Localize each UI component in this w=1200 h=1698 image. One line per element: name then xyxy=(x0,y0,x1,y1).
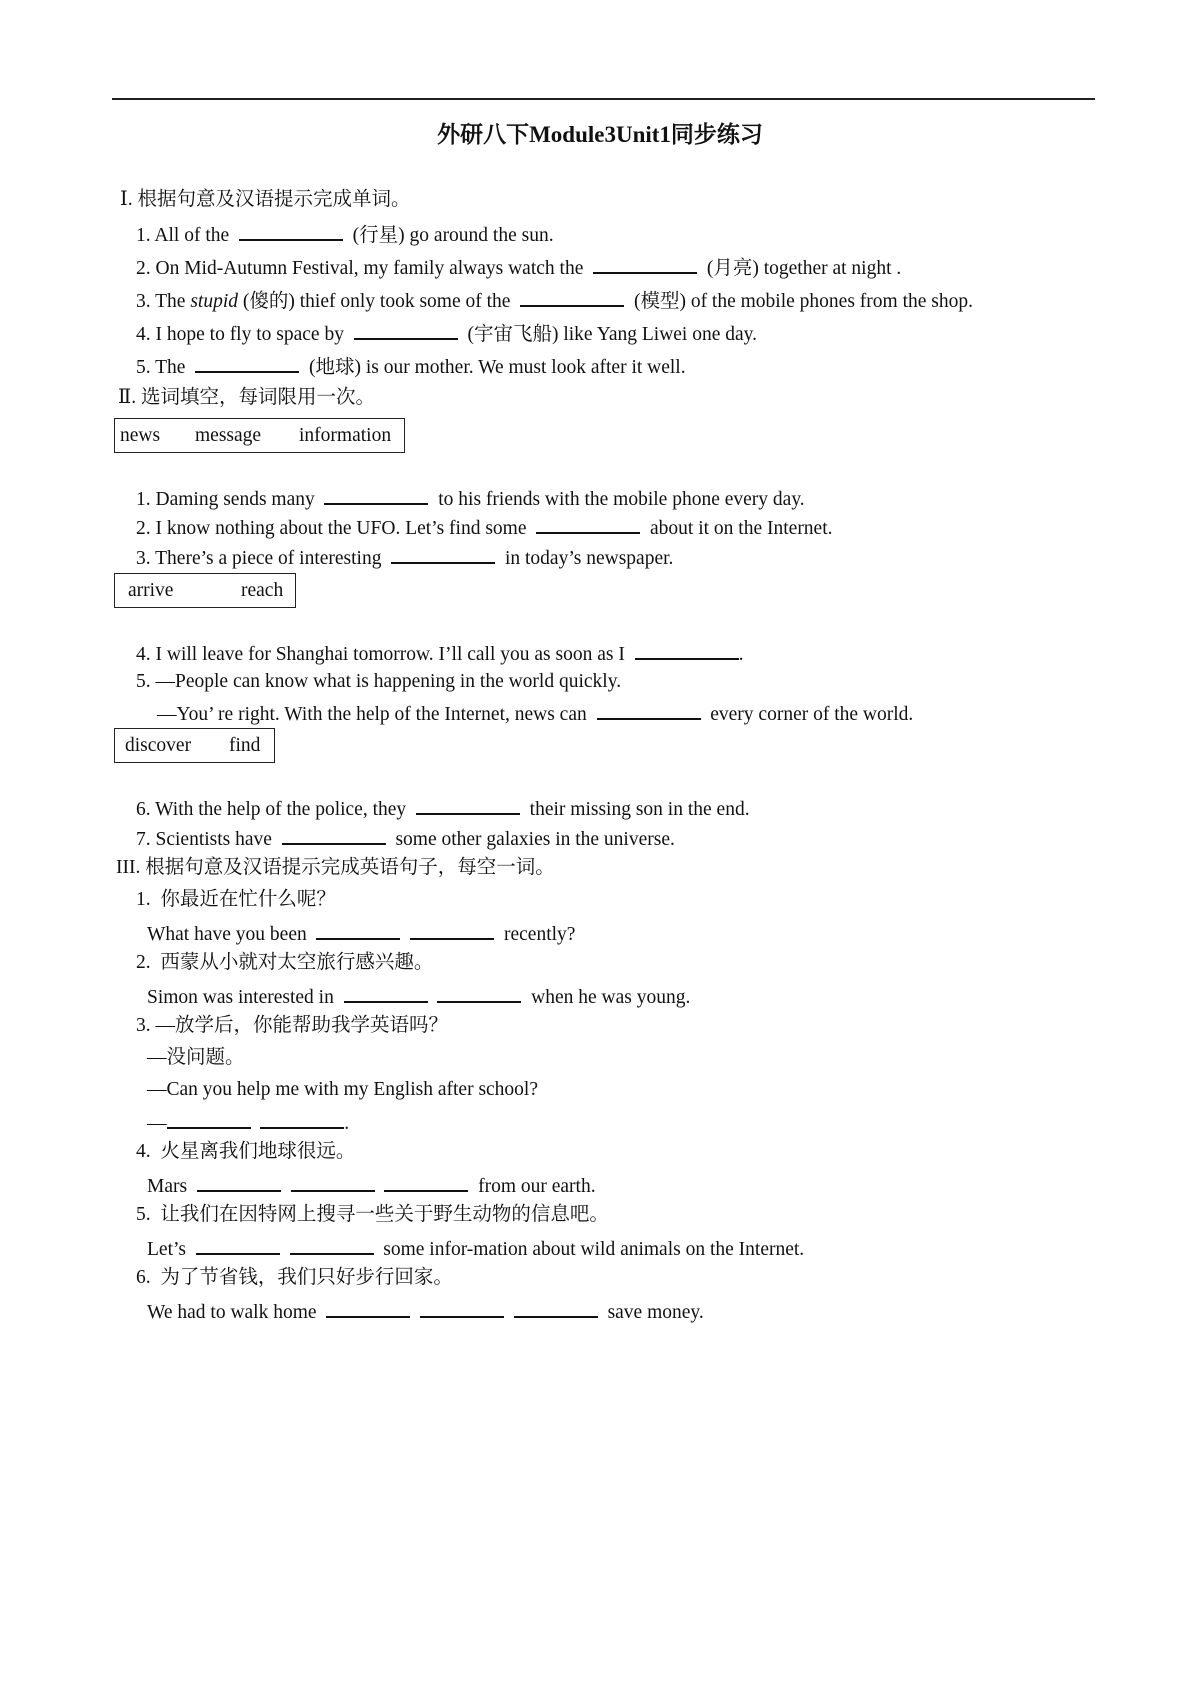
word-option: reach xyxy=(241,580,284,601)
s2-question-2 xyxy=(136,514,833,541)
word-option: discover xyxy=(125,735,192,756)
s2-q5b-text-a: —You’ re right. With the help of the Internet, news can xyxy=(157,704,587,725)
s3-q5-text-a: Let’s xyxy=(147,1239,186,1260)
s1-q1-text-a: 1. All of the xyxy=(136,225,230,246)
s1-q1-text-b: (行星) go around the sun. xyxy=(352,225,554,246)
s3-q3-chinese: 3. —放学后，你能帮助我学英语吗？ xyxy=(136,1015,449,1036)
header-rule xyxy=(112,98,1095,100)
s3-q6-text-a: We had to walk home xyxy=(147,1302,317,1323)
s3-question-3 xyxy=(147,1109,349,1136)
s3-question-6 xyxy=(147,1298,704,1325)
answer-blank[interactable] xyxy=(593,254,697,274)
word-option: information xyxy=(299,425,392,446)
s1-q3-text-a: 3. The xyxy=(136,291,191,312)
s2-q3-text-b: in today’s newspaper. xyxy=(504,548,674,569)
answer-blank[interactable] xyxy=(514,1298,598,1318)
s1-question-4 xyxy=(136,320,757,347)
section-1-heading: Ⅰ. 根据句意及汉语提示完成单词。 xyxy=(120,189,411,210)
s3-q6-text-b: save money. xyxy=(607,1302,704,1323)
answer-blank[interactable] xyxy=(420,1298,504,1318)
page-title: 外研八下Module3Unit1同步练习 xyxy=(437,122,763,147)
s2-question-6 xyxy=(136,795,750,822)
word-option: find xyxy=(229,735,261,756)
section-2-heading: Ⅱ. 选词填空，每词限用一次。 xyxy=(118,387,376,408)
s3-question-1 xyxy=(147,920,575,947)
s3-question-4 xyxy=(147,1172,596,1199)
s1-q3-text-b: (模型) of the mobile phones from the shop. xyxy=(633,291,973,312)
s3-q4-text-a: Mars xyxy=(147,1176,188,1197)
answer-blank[interactable] xyxy=(391,544,495,564)
s2-question-3 xyxy=(136,544,673,571)
answer-blank[interactable] xyxy=(520,287,624,307)
s2-question-1 xyxy=(136,485,805,512)
s2-q4-text-b: . xyxy=(738,644,744,665)
word-box-2 xyxy=(114,573,296,608)
s2-q7-text-b: some other galaxies in the universe. xyxy=(395,829,675,850)
s3-q3-chinese-reply: —没问题。 xyxy=(147,1047,245,1068)
s1-q4-text-a: 4. I hope to fly to space by xyxy=(136,324,344,345)
answer-blank[interactable] xyxy=(410,920,494,940)
s1-q3-text-m: (傻的) thief only took some of the xyxy=(238,291,511,312)
answer-blank[interactable] xyxy=(316,920,400,940)
answer-blank[interactable] xyxy=(437,983,521,1003)
s2-q6-text-a: 6. With the help of the police, they xyxy=(136,799,407,820)
answer-blank[interactable] xyxy=(197,1172,281,1192)
s2-q4-text-a: 4. I will leave for Shanghai tomorrow. I’ll call you as soon as I xyxy=(136,644,625,665)
s3-question-2 xyxy=(147,983,690,1010)
word-option: arrive xyxy=(128,580,174,601)
s3-q1-text-a: What have you been xyxy=(147,924,307,945)
s2-q5b-text-b: every corner of the world. xyxy=(710,704,914,725)
s3-q6-chinese: 6. 为了节省钱，我们只好步行回家。 xyxy=(136,1267,453,1288)
s3-q2-text-a: Simon was interested in xyxy=(147,987,334,1008)
answer-blank[interactable] xyxy=(282,825,386,845)
answer-blank[interactable] xyxy=(597,700,701,720)
word-option: news xyxy=(120,425,161,446)
s3-q3-english: —Can you help me with my English after school? xyxy=(147,1079,539,1100)
s2-question-7 xyxy=(136,825,675,852)
answer-blank[interactable] xyxy=(384,1172,468,1192)
s2-q7-text-a: 7. Scientists have xyxy=(136,829,272,850)
word-box-1 xyxy=(114,418,405,453)
s2-q3-text-a: 3. There’s a piece of interesting xyxy=(136,548,382,569)
s3-q2-chinese: 2. 西蒙从小就对太空旅行感兴趣。 xyxy=(136,952,434,973)
s3-question-5 xyxy=(147,1235,804,1262)
s1-q5-text-a: 5. The xyxy=(136,357,186,378)
section-3-heading: III. 根据句意及汉语提示完成英语句子，每空一词。 xyxy=(116,857,555,878)
s2-question-5-reply xyxy=(157,700,913,727)
answer-blank[interactable] xyxy=(536,514,640,534)
s1-question-5 xyxy=(136,353,686,380)
s3-q3-text-b: . xyxy=(344,1113,350,1134)
answer-blank[interactable] xyxy=(344,983,428,1003)
s3-q3-text-a: — xyxy=(147,1113,167,1134)
s3-q5-text-b: some infor-mation about wild animals on the Internet. xyxy=(383,1239,805,1260)
answer-blank[interactable] xyxy=(196,1235,280,1255)
answer-blank[interactable] xyxy=(354,320,458,340)
s2-q6-text-b: their missing son in the end. xyxy=(529,799,750,820)
answer-blank[interactable] xyxy=(167,1109,251,1129)
answer-blank[interactable] xyxy=(635,640,739,660)
s2-q1-text-a: 1. Daming sends many xyxy=(136,489,315,510)
answer-blank[interactable] xyxy=(416,795,520,815)
answer-blank[interactable] xyxy=(195,353,299,373)
answer-blank[interactable] xyxy=(324,485,428,505)
s2-q1-text-b: to his friends with the mobile phone every day. xyxy=(438,489,805,510)
s3-q1-chinese: 1. 你最近在忙什么呢？ xyxy=(136,889,336,910)
s1-q3-italic-word: stupid xyxy=(190,291,239,312)
s3-q5-chinese: 5. 让我们在因特网上搜寻一些关于野生动物的信息吧。 xyxy=(136,1204,609,1225)
s2-q2-text-b: about it on the Internet. xyxy=(650,518,833,539)
answer-blank[interactable] xyxy=(260,1109,344,1129)
s2-q2-text-a: 2. I know nothing about the UFO. Let’s find some xyxy=(136,518,527,539)
answer-blank[interactable] xyxy=(291,1172,375,1192)
word-box-3 xyxy=(114,728,275,763)
answer-blank[interactable] xyxy=(326,1298,410,1318)
s3-q4-text-b: from our earth. xyxy=(478,1176,596,1197)
s2-question-5: 5. —People can know what is happening in the world quickly. xyxy=(136,671,622,692)
s2-question-4 xyxy=(136,640,743,667)
s1-question-2 xyxy=(136,254,901,281)
s3-q4-chinese: 4. 火星离我们地球很远。 xyxy=(136,1141,356,1162)
word-option: message xyxy=(195,425,262,446)
answer-blank[interactable] xyxy=(239,221,343,241)
s1-q2-text-a: 2. On Mid-Autumn Festival, my family always watch the xyxy=(136,258,584,279)
s3-q2-text-b: when he was young. xyxy=(531,987,691,1008)
s1-q5-text-b: (地球) is our mother. We must look after it well. xyxy=(308,357,686,378)
s3-q1-text-b: recently? xyxy=(503,924,576,945)
s1-q4-text-b: (宇宙飞船) like Yang Liwei one day. xyxy=(467,324,758,345)
s1-question-1 xyxy=(136,221,554,248)
answer-blank[interactable] xyxy=(290,1235,374,1255)
s1-question-3 xyxy=(136,287,973,314)
s1-q2-text-b: (月亮) together at night . xyxy=(706,258,902,279)
